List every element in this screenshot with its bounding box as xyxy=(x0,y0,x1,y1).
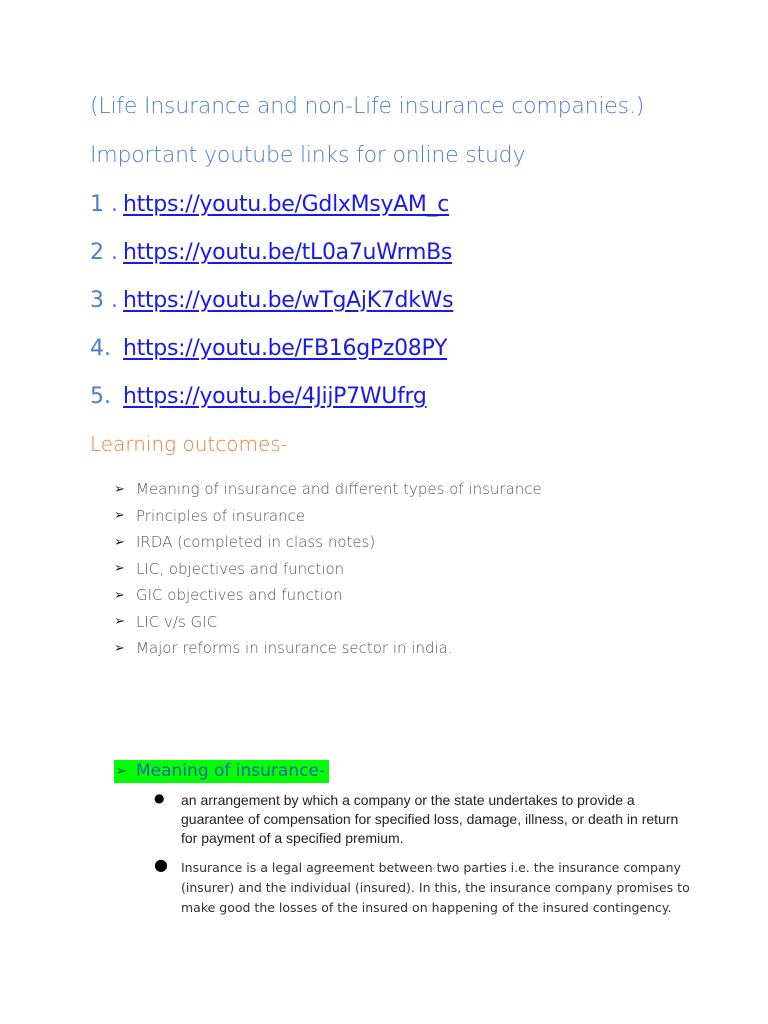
links-heading: Important youtube links for online study xyxy=(90,143,526,168)
outcome-text: GIC objectives and function xyxy=(136,586,343,605)
outcome-text: Major reforms in insurance sector in india. xyxy=(136,639,453,658)
link-number: 3 . xyxy=(90,288,118,313)
learning-outcomes-list xyxy=(114,476,542,662)
list-item xyxy=(114,635,542,662)
link-number: 4. xyxy=(90,336,111,361)
page-title: (Life Insurance and non-Life insurance companies.) xyxy=(90,94,645,119)
youtube-link-5[interactable]: https://youtu.be/4JijP7WUfrg xyxy=(123,384,427,409)
outcome-text: LIC v/s GIC xyxy=(136,612,218,631)
youtube-link-3[interactable]: https://youtu.be/wTgAjK7dkWs xyxy=(123,288,454,313)
youtube-link-4[interactable]: https://youtu.be/FB16gPz08PY xyxy=(123,336,448,361)
list-item xyxy=(114,476,542,503)
definition-bullet-2 xyxy=(150,855,690,918)
link-item-1 xyxy=(90,192,449,224)
link-number: 1 . xyxy=(90,192,118,217)
outcome-text: IRDA (completed in class notes) xyxy=(136,533,376,552)
youtube-link-2[interactable]: https://youtu.be/tL0a7uWrmBs xyxy=(123,240,453,265)
link-item-4 xyxy=(90,336,447,368)
link-number: 2 . xyxy=(90,240,118,265)
list-item xyxy=(114,503,542,530)
arrow-bullet-icon: ➢ xyxy=(114,561,125,577)
outcome-text: Meaning of insurance and different types of insurance xyxy=(136,480,542,499)
arrow-bullet-icon: ➢ xyxy=(114,508,125,524)
arrow-bullet-icon: ➢ xyxy=(114,614,125,630)
definition-bullet-1 xyxy=(150,791,690,848)
arrow-bullet-icon: ➢ xyxy=(114,481,125,497)
link-item-5 xyxy=(90,384,427,416)
definition-text: Insurance is a legal agreement between two parties i.e. the insurance company (insurer) and the individual (insured). In this, the insurance company promises to make good the losses of the insured on happening of the insured contingency. xyxy=(181,860,690,915)
outcome-text: Principles of insurance xyxy=(136,506,306,525)
list-item xyxy=(114,556,542,583)
arrow-bullet-icon: ➢ xyxy=(114,640,125,656)
list-item xyxy=(114,609,542,636)
definition-text: an arrangement by which a company or the state undertakes to provide a guarantee of compensation for specified loss, damage, illness, or death in return for payment of a specified premium. xyxy=(181,792,679,846)
learning-outcomes-heading: Learning outcomes- xyxy=(90,432,288,456)
link-item-3 xyxy=(90,288,453,320)
bullet-dot-icon: ● xyxy=(154,855,168,874)
outcome-text: LIC, objectives and function xyxy=(136,559,345,578)
arrow-bullet-icon: ➢ xyxy=(116,763,127,779)
list-item xyxy=(114,529,542,556)
meaning-heading-text: Meaning of insurance- xyxy=(136,761,326,781)
meaning-heading xyxy=(114,760,329,783)
link-number: 5. xyxy=(90,384,111,409)
arrow-bullet-icon: ➢ xyxy=(114,534,125,550)
arrow-bullet-icon: ➢ xyxy=(114,587,125,603)
youtube-link-1[interactable]: https://youtu.be/GdlxMsyAM_c xyxy=(123,192,450,217)
link-item-2 xyxy=(90,240,452,272)
list-item xyxy=(114,582,542,609)
bullet-dot-icon: ● xyxy=(154,791,165,805)
